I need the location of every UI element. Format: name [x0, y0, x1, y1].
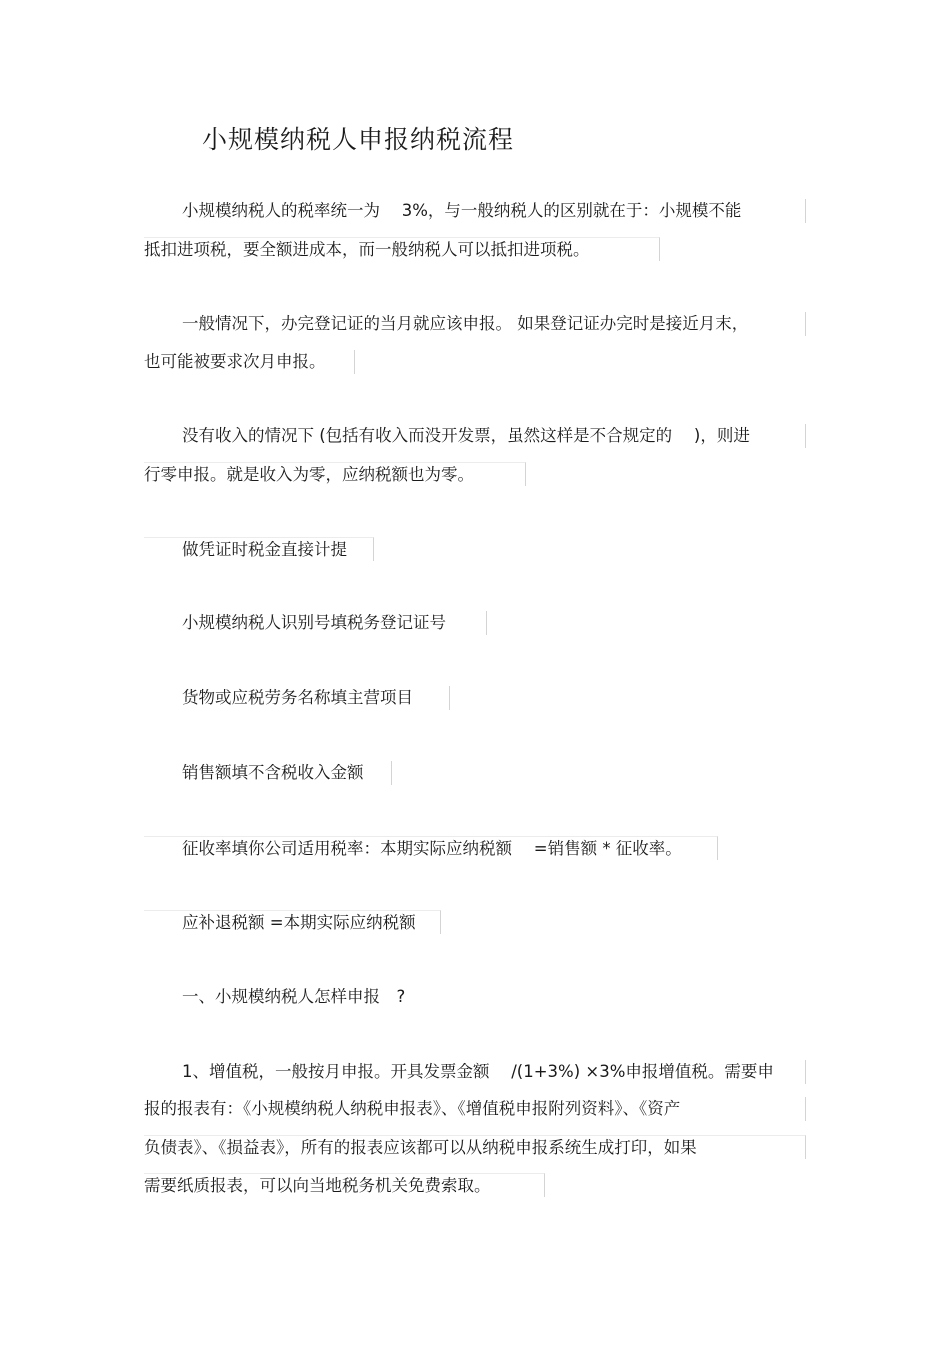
section-heading-1: 一、小规模纳税人怎样申报 ?	[182, 987, 406, 1006]
paragraph-11-line-4: 需要纸质报表，可以向当地税务机关免费索取。	[144, 1173, 545, 1197]
paragraph-1-line-2: 抵扣进项税，要全额进成本，而一般纳税人可以抵扣进项税。	[144, 237, 660, 261]
paragraph-3-line-2: 行零申报。就是收入为零，应纳税额也为零。	[144, 462, 526, 486]
document-title: 小规模纳税人申报纳税流程	[202, 125, 515, 154]
paragraph-11-line-2: 报的报表有：《小规模纳税人纳税申报表》、《增值税申报附列资料》、《资产	[144, 1097, 806, 1121]
paragraph-6-line-1: 货物或应税劳务名称填主营项目	[182, 686, 450, 710]
paragraph-3-line-1: 没有收入的情况下 (包括有收入而没开发票，虽然这样是不合规定的 )，则进	[182, 424, 806, 448]
paragraph-7-line-1: 销售额填不含税收入金额	[182, 761, 392, 785]
paragraph-9-line-1: 应补退税额 =本期实际应纳税额	[144, 910, 441, 934]
paragraph-2-line-2: 也可能被要求次月申报。	[144, 350, 355, 374]
paragraph-11-line-3: 负债表》、《损益表》，所有的报表应该都可以从纳税申报系统生成打印，如果	[144, 1135, 806, 1159]
paragraph-1-line-1: 小规模纳税人的税率统一为 3%，与一般纳税人的区别就在于：小规模不能	[182, 199, 806, 223]
paragraph-4-line-1: 做凭证时税金直接计提	[144, 537, 374, 561]
paragraph-8-line-1: 征收率填你公司适用税率：本期实际应纳税额 =销售额 * 征收率。	[144, 836, 718, 860]
paragraph-11-line-1: 1、增值税，一般按月申报。开具发票金额 /(1+3%) ×3%申报增值税。需要申	[182, 1060, 806, 1084]
paragraph-2-line-1: 一般情况下，办完登记证的当月就应该申报。 如果登记证办完时是接近月末，	[182, 312, 806, 336]
paragraph-5-line-1: 小规模纳税人识别号填税务登记证号	[182, 611, 487, 635]
